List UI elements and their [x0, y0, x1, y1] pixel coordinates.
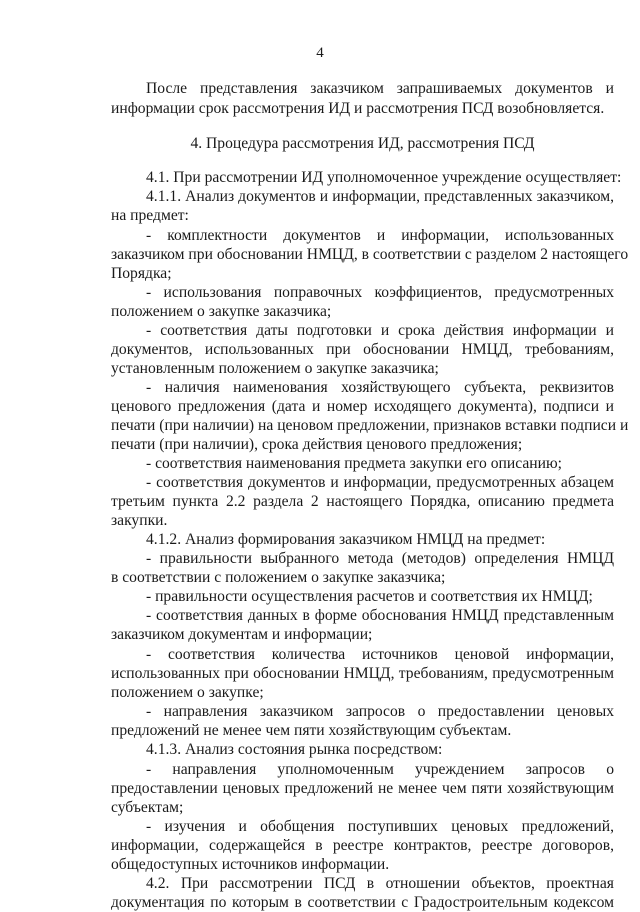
text-line: - наличия наименования хозяйствующего субъекта, реквизитов: [146, 379, 614, 396]
text-line: - правильности выбранного метода (методов) определения НМЦД: [146, 550, 614, 567]
text-line: - использования поправочных коэффициентов, предусмотренных: [146, 284, 614, 301]
text-line: установленным положением о закупке заказчика;: [111, 360, 439, 377]
text-line: - соответствия даты подготовки и срока действия информации и: [146, 322, 614, 339]
text-line: предоставлении ценовых предложений не менее чем пяти хозяйствующим: [111, 780, 614, 797]
text-line: на предмет:: [111, 207, 189, 224]
text-line: - направления заказчиком запросов о предоставлении ценовых: [146, 703, 614, 720]
text-line: третьим пункта 2.2 раздела 2 настоящего Порядка, описанию предмета: [111, 493, 614, 510]
text-line: положением о закупке;: [111, 684, 264, 701]
text-line: заказчиком документам и информации;: [111, 626, 373, 643]
text-line: общедоступных источников информации.: [111, 856, 390, 873]
text-line: печати (при наличии), срока действия ценового предложения;: [111, 436, 523, 453]
text-line: - соответствия документов и информации, предусмотренных абзацем: [146, 474, 614, 491]
text-line: субъектам;: [111, 799, 184, 816]
text-line: печати (при наличии) на ценовом предложении, признаков вставки подписи и: [111, 417, 629, 434]
text-line: - соответствия количества источников ценовой информации,: [146, 646, 614, 663]
text-line: 4.2. При рассмотрении ПСД в отношении объектов, проектная: [146, 875, 614, 892]
text-line: Порядка;: [111, 265, 172, 282]
text-line: - направления уполномоченным учреждением запросов о: [146, 761, 614, 778]
text-line: 4.1. При рассмотрении ИД уполномоченное учреждение осуществляет:: [146, 169, 622, 186]
text-line: 4.1.1. Анализ документов и информации, представленных заказчиком,: [146, 188, 614, 205]
text-line: информации срок рассмотрения ИД и рассмотрения ПСД возобновляется.: [111, 100, 605, 117]
text-line: - изучения и обобщения поступивших ценовых предложений,: [146, 818, 614, 835]
text-line: После представления заказчиком запрашиваемых документов и: [146, 80, 614, 97]
page-number: 4: [316, 45, 324, 61]
text-line: 4.1.3. Анализ состояния рынка посредством:: [146, 741, 443, 758]
text-line: - правильности осуществления расчетов и соответствия их НМЦД;: [146, 588, 593, 605]
text-line: документов, использованных при обосновании НМЦД, требованиям,: [111, 341, 614, 358]
text-line: - соответствия данных в форме обоснования НМЦД представленным: [146, 607, 614, 624]
text-line: информации, содержащейся в реестре контрактов, реестре договоров,: [111, 837, 614, 854]
text-line: 4.1.2. Анализ формирования заказчиком НМЦД на предмет:: [146, 531, 546, 548]
section-heading: 4. Процедура рассмотрения ИД, рассмотрения ПСД: [190, 135, 535, 152]
text-line: в соответствии с положением о закупке заказчика;: [111, 569, 446, 586]
text-line: - комплектности документов и информации, использованных: [146, 227, 614, 244]
text-line: ценового предложения (дата и номер исходящего документа), подписи и: [111, 398, 614, 415]
text-line: закупки.: [111, 512, 168, 529]
text-line: использованных при обосновании НМЦД, требованиям, предусмотренным: [111, 665, 614, 682]
text-line: заказчиком при обосновании НМЦД, в соответствии с разделом 2 настоящего: [111, 246, 629, 263]
text-line: положением о закупке заказчика;: [111, 303, 332, 320]
text-line: документация по которым в соответствии с Градостроительным кодексом: [111, 894, 614, 911]
text-line: предложений не менее чем пяти хозяйствующим субъектам.: [111, 722, 512, 739]
text-line: - соответствия наименования предмета закупки его описанию;: [146, 455, 562, 472]
